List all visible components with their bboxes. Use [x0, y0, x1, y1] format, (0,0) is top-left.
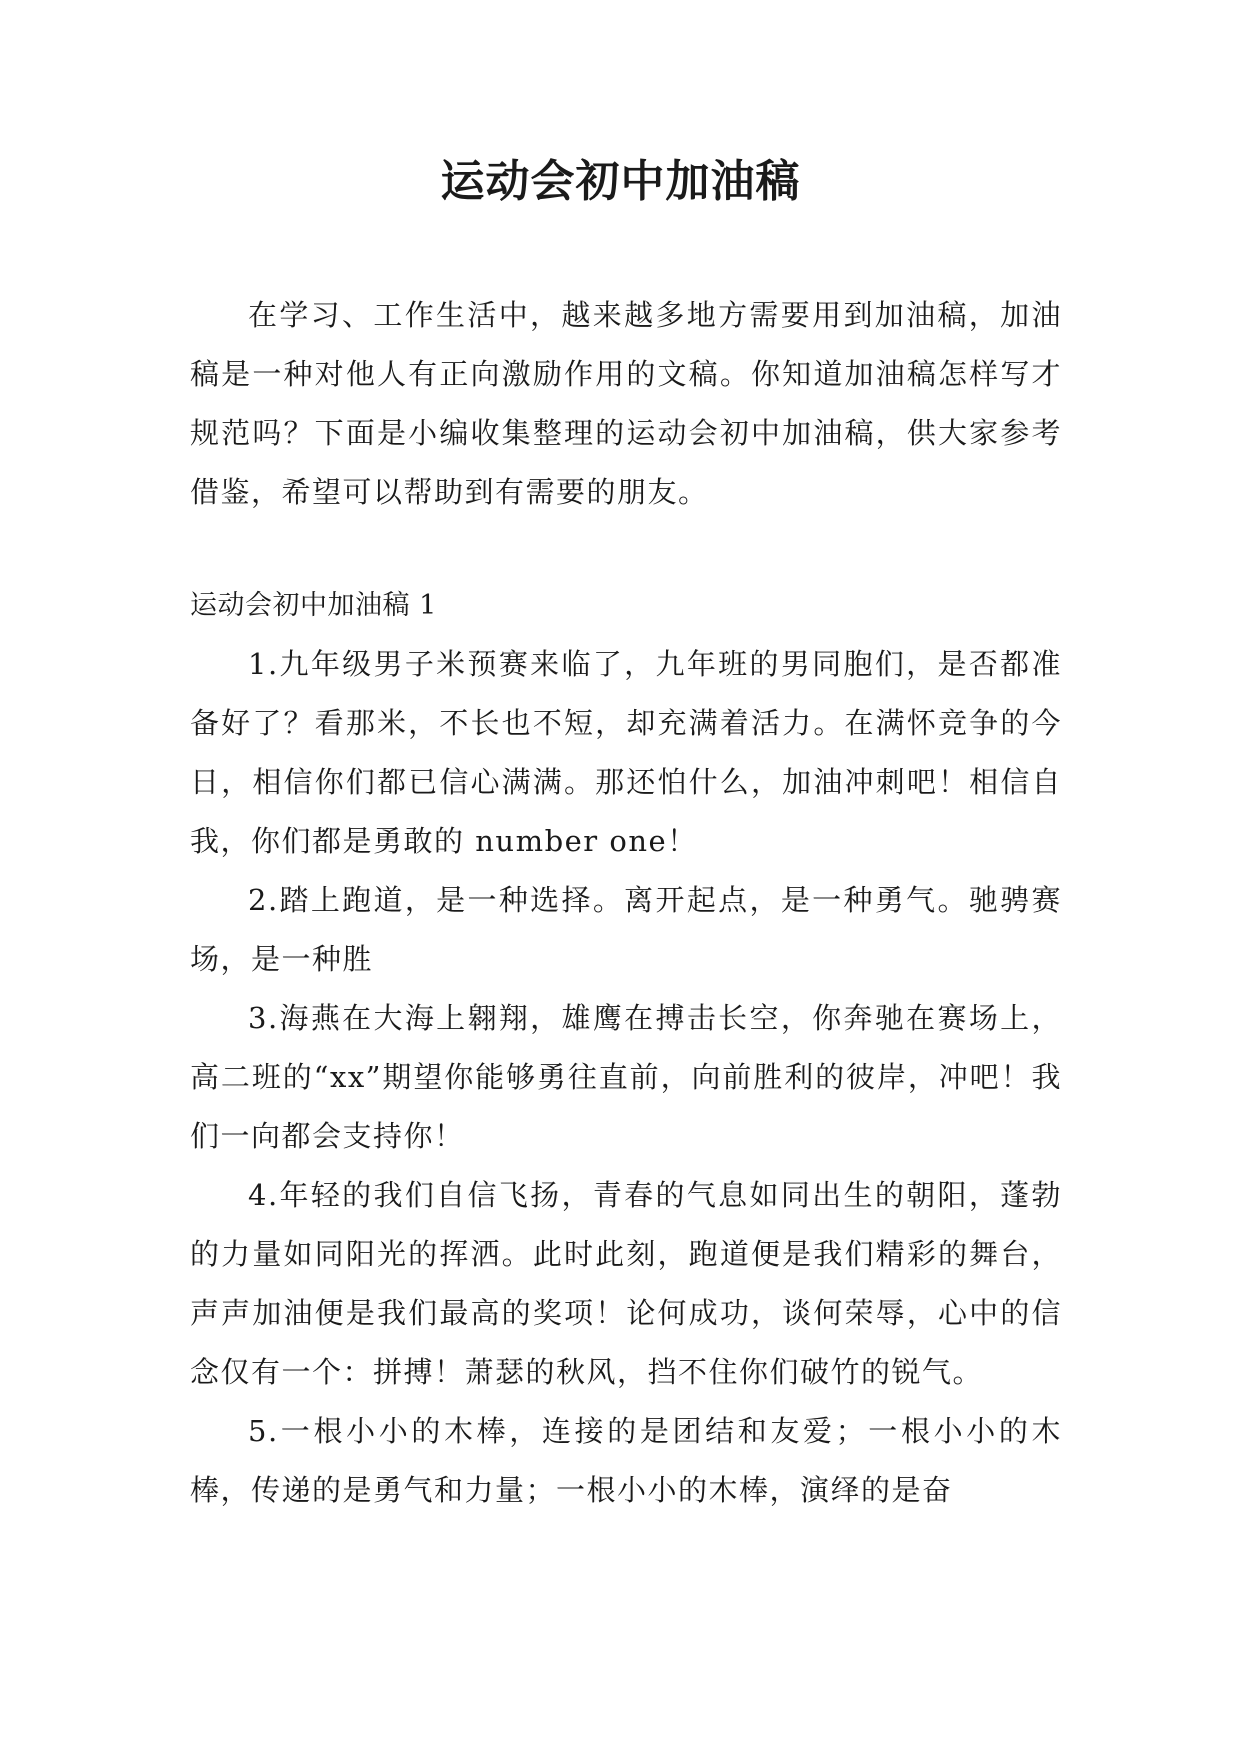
cheer-paragraph-3: 3.海燕在大海上翱翔，雄鹰在搏击长空，你奔驰在赛场上，高二班的“xx”期望你能够勇往直前，向前胜利的彼岸，冲吧！我们一向都会支持你！ — [190, 1001, 1062, 1153]
intro-paragraph: 在学习、工作生活中，越来越多地方需要用到加油稿，加油稿是一种对他人有正向激励作用的文稿。你知道加油稿怎样写才规范吗？下面是小编收集整理的运动会初中加油稿，供大家参考借鉴，希望可以帮助到有需要的朋友。 — [190, 298, 1062, 509]
document-title: 运动会初中加油稿 — [440, 156, 801, 207]
cheer-paragraph-2: 2.踏上跑道，是一种选择。离开起点，是一种勇气。驰骋赛场，是一种胜 — [190, 883, 1062, 976]
document-body — [190, 286, 1062, 1520]
cheer-paragraph-4: 4.年轻的我们自信飞扬，青春的气息如同出生的朝阳，蓬勃的力量如同阳光的挥洒。此时此刻，跑道便是我们精彩的舞台，声声加油便是我们最高的奖项！论何成功，谈何荣辱，心中的信念仅有一个：拼搏！萧瑟的秋风，挡不住你们破竹的锐气。 — [190, 1178, 1062, 1389]
section-heading: 运动会初中加油稿 1 — [190, 590, 437, 621]
cheer-paragraph-1: 1.九年级男子米预赛来临了，九年班的男同胞们，是否都准备好了？看那米，不长也不短，却充满着活力。在满怀竞争的今日，相信你们都已信心满满。那还怕什么，加油冲刺吧！相信自我，你们都是勇敢的 number one！ — [190, 647, 1062, 858]
cheer-paragraph-5: 5.一根小小的木棒，连接的是团结和友爱；一根小小的木棒，传递的是勇气和力量；一根小小的木棒，演绎的是奋 — [190, 1414, 1062, 1507]
